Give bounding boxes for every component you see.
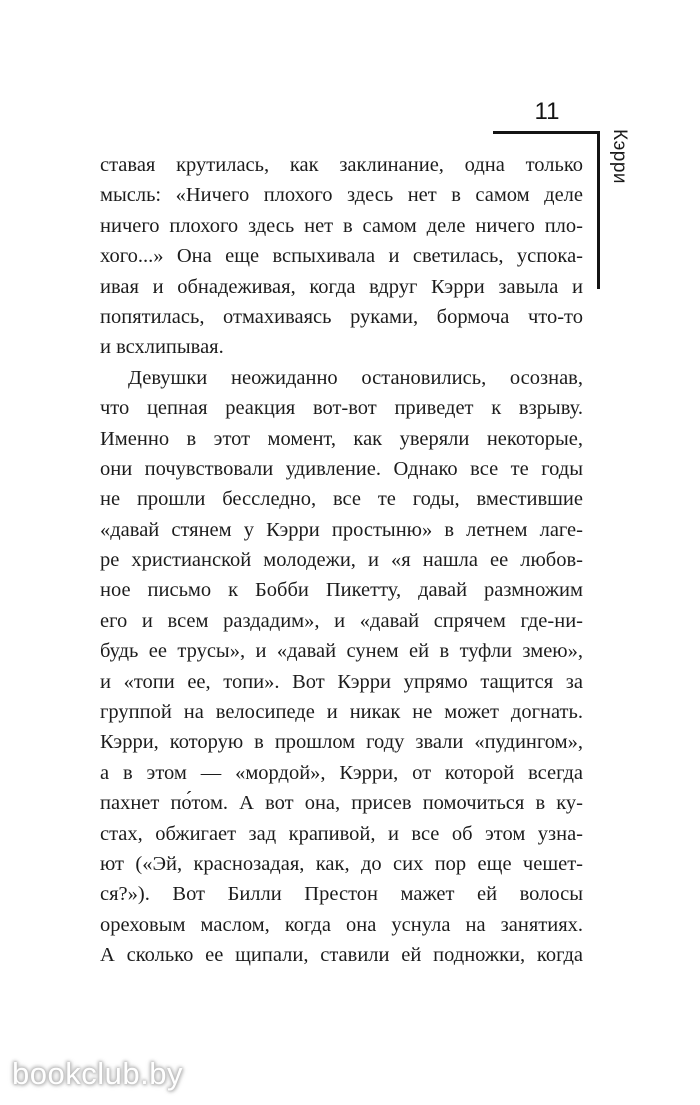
body-text-line: ставая крутилась, как заклинание, одна только (100, 154, 583, 176)
body-text-line: стах, обжигает зад крапивой, и все об этом узна- (100, 822, 583, 845)
body-text-line: Девушки неожиданно остановились, осознав, (128, 366, 583, 389)
header-rule-horizontal (493, 131, 600, 134)
body-text-line: они почувствовали удивление. Однако все те годы (100, 457, 583, 480)
body-text-line: не прошли бесследно, все те годы, вместившие (100, 488, 583, 511)
body-text-line: хого...» Она еще вспыхивала и светилась, успока- (100, 245, 583, 268)
body-text-line: ничего плохого здесь нет в самом деле ничего пло- (100, 214, 583, 237)
body-text-line: что цепная реакция вот-вот приведет к взрыву. (100, 397, 583, 420)
body-text-line: группой на велосипеде и никак не может догнать. (100, 701, 583, 724)
body-text-line: А сколько ее щипали, ставили ей подножки, когда (100, 944, 583, 967)
body-text-line: и «топи ее, топи». Вот Кэрри упрямо тащится за (100, 670, 583, 693)
body-text-line: и всхлипывая. (100, 336, 224, 359)
body-text-line: пахнет по́том. А вот она, присев помочиться в ку- (100, 792, 583, 815)
header-rule-vertical (597, 131, 600, 289)
body-text-line: ное письмо к Бобби Пикетту, давай размножим (100, 579, 583, 602)
watermark: bookclub.by (12, 1056, 183, 1091)
body-text-line: его и всем раздадим», и «давай спрячем где-ни- (100, 609, 583, 632)
body-text-line: ивая и обнадеживая, когда вдруг Кэрри завыла и (100, 275, 583, 298)
body-text-line: ореховым маслом, когда она уснула на занятиях. (100, 913, 583, 936)
body-text-line: ют («Эй, краснозадая, как, до сих пор еще чешет- (100, 852, 583, 875)
body-text-line: будь ее трусы», и «давай сунем ей в туфли змею», (100, 640, 583, 663)
running-title-vertical: Кэрри (609, 129, 630, 185)
body-text-line: ся?»). Вот Билли Престон мажет ей волосы (100, 883, 583, 906)
body-text-line: Именно в этот момент, как уверяли некоторые, (100, 427, 583, 450)
body-text-block (100, 150, 583, 971)
body-text-line: попятилась, отмахиваясь руками, бормоча что-то (100, 305, 583, 328)
body-text-line: а в этом — «мордой», Кэрри, от которой всегда (100, 761, 583, 784)
page-number: 11 (534, 98, 560, 125)
body-text-line: ре христианской молодежи, и «я нашла ее любов- (100, 549, 583, 572)
body-text-line: «давай стянем у Кэрри простыню» в летнем лаге- (100, 518, 583, 541)
body-text-line: Кэрри, которую в прошлом году звали «пудингом», (100, 731, 583, 754)
body-text-line: мысль: «Ничего плохого здесь нет в самом деле (100, 184, 583, 207)
